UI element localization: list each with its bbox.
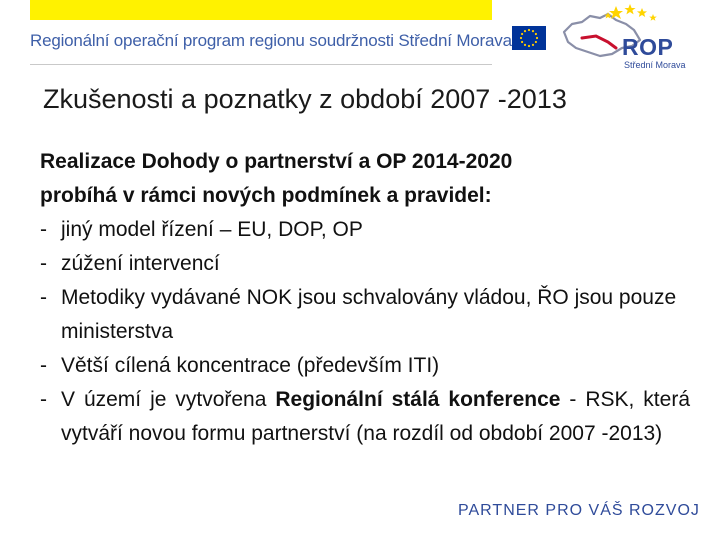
bullet-text: Větší cílená koncentrace (především ITI) [61, 354, 440, 377]
program-name: Regionální operační program regionu soudržnosti Střední Morava [30, 31, 512, 50]
bullet-dash: - [40, 286, 47, 309]
bullet-text: zúžení intervencí [61, 252, 220, 275]
bullet-text-after: - RSK, která vytváří novou formu partnerství (na rozdíl od období 2007 -2013) [61, 388, 690, 445]
bullet-text-before: V území je vytvořena [61, 388, 276, 411]
bullet-text-emphasis: Regionální stálá konference [275, 388, 561, 411]
bullet-item [40, 281, 690, 349]
lead-line-2: probíhá v rámci nových podmínek a pravidel: [40, 184, 492, 207]
header-yellow-bar [30, 0, 492, 20]
slide-title: Zkušenosti a poznatky z období 2007 -2013 [43, 84, 567, 114]
rop-logo-text: ROP [622, 34, 674, 60]
slide-content [40, 145, 690, 451]
bullet-dash: - [40, 388, 47, 411]
bullet-item [40, 247, 690, 281]
bullet-list [40, 213, 690, 451]
bullet-item [40, 213, 690, 247]
bullet-text: Metodiky vydávané NOK jsou schvalovány vládou, ŘO jsou pouze ministerstva [61, 286, 677, 343]
rop-logo-subtitle: Střední Morava [624, 60, 686, 70]
bullet-dash: - [40, 218, 47, 241]
lead-line-1: Realizace Dohody o partnerství a OP 2014-2020 [40, 150, 513, 173]
bullet-item [40, 383, 690, 451]
bullet-text: jiný model řízení – EU, DOP, OP [61, 218, 363, 241]
bullet-dash: - [40, 252, 47, 275]
eu-flag-icon [512, 26, 546, 50]
bullet-dash: - [40, 354, 47, 377]
bullet-item [40, 349, 690, 383]
header-divider [30, 64, 492, 65]
footer-slogan: PARTNER PRO VÁŠ ROZVOJ [458, 502, 700, 519]
